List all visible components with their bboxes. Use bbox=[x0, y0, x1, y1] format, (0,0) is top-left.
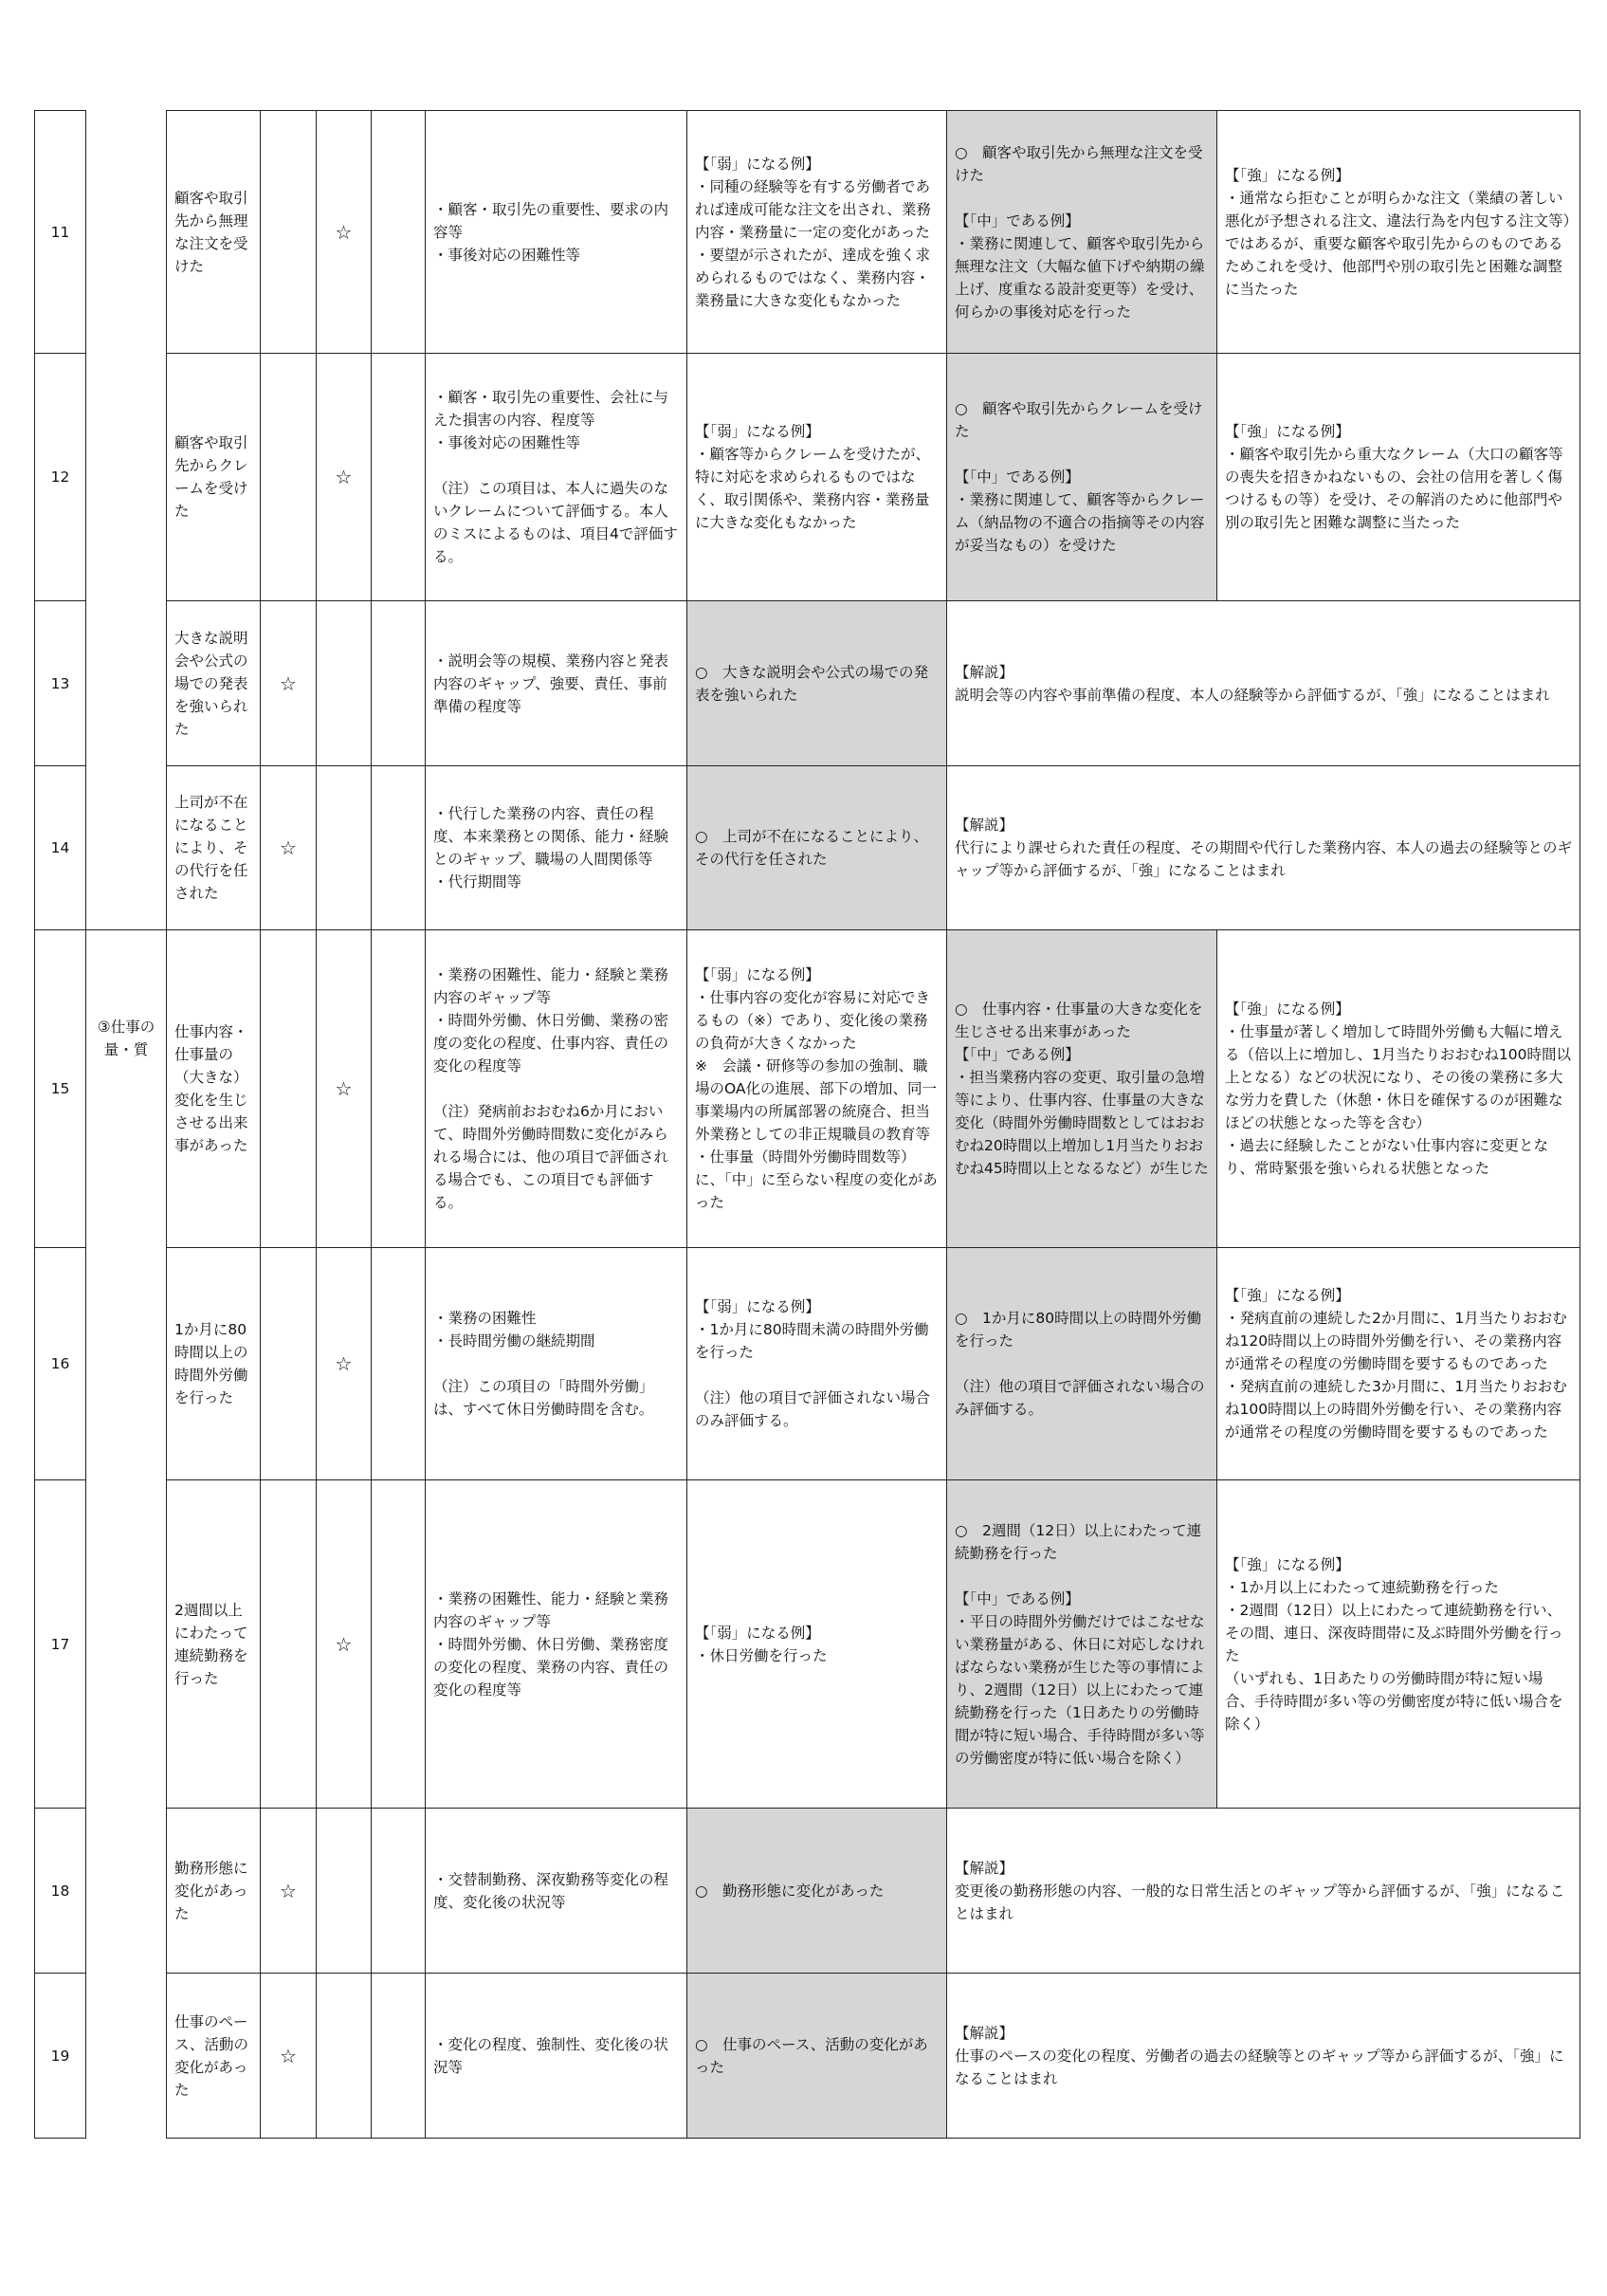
category-cell bbox=[86, 1974, 167, 2139]
strong-example: 【「強」になる例】 ・発病直前の連続した2か月間に、1月当たりおおむね120時間以上の時間外労働を行い、その業務内容が通常その程度の労働時間を要するものであった ・発病直前の連続した3か月間に、1月当たりおおむね100時間以上の時間外労働を行い、その業務内容が通常その程度の労働時間を要するものであった bbox=[1217, 1248, 1580, 1480]
row-number: 14 bbox=[35, 766, 86, 930]
commentary: 【解説】 変更後の勤務形態の内容、一般的な日常生活とのギャップ等から評価するが、「強」になることはまれ bbox=[947, 1809, 1580, 1974]
row-number: 11 bbox=[35, 111, 86, 354]
empty-cell bbox=[372, 1248, 426, 1480]
row-number: 19 bbox=[35, 1974, 86, 2139]
star-mark bbox=[317, 766, 372, 930]
evaluation-points: ・業務の困難性 ・長時間労働の継続期間 （注）この項目の「時間外労働」は、すべて休日労働時間を含む。 bbox=[426, 1248, 687, 1480]
table-row bbox=[35, 1974, 1580, 2139]
medium-example: ○ 顧客や取引先から無理な注文を受けた 【「中」である例】 ・業務に関連して、顧客や取引先から無理な注文（大幅な値下げや納期の繰上げ、度重なる設計変更等）を受け、何らかの事後対応を行った bbox=[947, 111, 1217, 354]
medium-example: ○ 1か月に80時間以上の時間外労働を行った （注）他の項目で評価されない場合のみ評価する。 bbox=[947, 1248, 1217, 1480]
star-mark: ☆ bbox=[261, 601, 317, 766]
medium-example: ○ 上司が不在になることにより、その代行を任された bbox=[687, 766, 947, 930]
commentary: 【解説】 代行により課せられた責任の程度、その期間や代行した業務内容、本人の過去の経験等とのギャップ等から評価するが、「強」になることはまれ bbox=[947, 766, 1580, 930]
event-text: 大きな説明会や公式の場での発表を強いられた bbox=[167, 601, 261, 766]
evaluation-points: ・顧客・取引先の重要性、要求の内容等 ・事後対応の困難性等 bbox=[426, 111, 687, 354]
table-row bbox=[35, 354, 1580, 601]
evaluation-points: ・業務の困難性、能力・経験と業務内容のギャップ等 ・時間外労働、休日労働、業務密度の変化の程度、業務の内容、責任の変化の程度等 bbox=[426, 1480, 687, 1809]
event-text: 顧客や取引先からクレームを受けた bbox=[167, 354, 261, 601]
commentary: 【解説】 仕事のペースの変化の程度、労働者の過去の経験等とのギャップ等から評価するが、「強」になることはまれ bbox=[947, 1974, 1580, 2139]
strong-example: 【「強」になる例】 ・仕事量が著しく増加して時間外労働も大幅に増える（倍以上に増加し、1月当たりおおむね100時間以上となる）などの状況になり、その後の業務に多大な労力を費した（休憩・休日を確保するのが困難なほどの状態となった等を含む） ・過去に経験したことがない仕事内容に変更となり、常時緊張を強いられる状態となった bbox=[1217, 930, 1580, 1248]
weak-example: 【「弱」になる例】 ・仕事内容の変化が容易に対応できるもの（※）であり、変化後の業務の負荷が大きくなかった ※ 会議・研修等の参加の強制、職場のOA化の進展、部下の増加、同一事業場内の所属部署の統廃合、担当外業務としての非正規職員の教育等 ・仕事量（時間外労働時間数等）に、「中」に至らない程度の変化があった bbox=[687, 930, 947, 1248]
weak-example: 【「弱」になる例】 ・休日労働を行った bbox=[687, 1480, 947, 1809]
empty-cell bbox=[372, 1480, 426, 1809]
star-mark bbox=[261, 111, 317, 354]
row-number: 18 bbox=[35, 1809, 86, 1974]
table-row bbox=[35, 1480, 1580, 1809]
evaluation-points: ・業務の困難性、能力・経験と業務内容のギャップ等 ・時間外労働、休日労働、業務の密度の変化の程度、仕事内容、責任の変化の程度等 （注）発病前おおむね6か月において、時間外労働時間数に変化がみられる場合には、他の項目で評価される場合でも、この項目でも評価する。 bbox=[426, 930, 687, 1248]
weak-example: 【「弱」になる例】 ・1か月に80時間未満の時間外労働を行った （注）他の項目で評価されない場合のみ評価する。 bbox=[687, 1248, 947, 1480]
star-mark: ☆ bbox=[317, 111, 372, 354]
medium-example: ○ 勤務形態に変化があった bbox=[687, 1809, 947, 1974]
category-cell bbox=[86, 1809, 167, 1974]
star-mark: ☆ bbox=[317, 1480, 372, 1809]
empty-cell bbox=[372, 601, 426, 766]
weak-example: 【「弱」になる例】 ・顧客等からクレームを受けたが、特に対応を求められるものではなく、取引関係や、業務内容・業務量に大きな変化もなかった bbox=[687, 354, 947, 601]
empty-cell bbox=[372, 111, 426, 354]
evaluation-points: ・説明会等の規模、業務内容と発表内容のギャップ、強要、責任、事前準備の程度等 bbox=[426, 601, 687, 766]
category-cell bbox=[86, 766, 167, 930]
star-mark bbox=[317, 1974, 372, 2139]
category-cell bbox=[86, 601, 167, 766]
empty-cell bbox=[372, 1974, 426, 2139]
event-text: 顧客や取引先から無理な注文を受けた bbox=[167, 111, 261, 354]
table-row bbox=[35, 601, 1580, 766]
table-row bbox=[35, 1809, 1580, 1974]
strong-example: 【「強」になる例】 ・顧客や取引先から重大なクレーム（大口の顧客等の喪失を招きかねないもの、会社の信用を著しく傷つけるもの等）を受け、その解消のために他部門や別の取引先と困難な調整に当たった bbox=[1217, 354, 1580, 601]
star-mark: ☆ bbox=[317, 930, 372, 1248]
row-number: 12 bbox=[35, 354, 86, 601]
category-cell bbox=[86, 1480, 167, 1809]
empty-cell bbox=[372, 766, 426, 930]
event-text: 勤務形態に変化があった bbox=[167, 1809, 261, 1974]
medium-example: ○ 仕事内容・仕事量の大きな変化を生じさせる出来事があった 【「中」である例】 ・担当業務内容の変更、取引量の急増等により、仕事内容、仕事量の大きな変化（時間外労働時間数としてはおおむね20時間以上増加し1月当たりおおむね45時間以上となるなど）が生じた bbox=[947, 930, 1217, 1248]
star-mark bbox=[317, 601, 372, 766]
star-mark: ☆ bbox=[317, 1248, 372, 1480]
star-mark bbox=[317, 1809, 372, 1974]
evaluation-table bbox=[34, 110, 1580, 2139]
table-row bbox=[35, 1248, 1580, 1480]
row-number: 17 bbox=[35, 1480, 86, 1809]
table-row bbox=[35, 766, 1580, 930]
star-mark bbox=[261, 1480, 317, 1809]
category-cell bbox=[86, 111, 167, 354]
strong-example: 【「強」になる例】 ・1か月以上にわたって連続勤務を行った ・2週間（12日）以上にわたって連続勤務を行い、その間、連日、深夜時間帯に及ぶ時間外労働を行った （いずれも、1日あたりの労働時間が特に短い場合、手待時間が多い等の労働密度が特に低い場合を除く） bbox=[1217, 1480, 1580, 1809]
event-text: 1か月に80時間以上の時間外労働を行った bbox=[167, 1248, 261, 1480]
medium-example: ○ 2週間（12日）以上にわたって連続勤務を行った 【「中」である例】 ・平日の時間外労働だけではこなせない業務量がある、休日に対応しなければならない業務が生じた等の事情により、2週間（12日）以上にわたって連続勤務を行った（1日あたりの労働時間が特に短い場合、手待時間が多い等の労働密度が特に低い場合を除く） bbox=[947, 1480, 1217, 1809]
category-cell bbox=[86, 1248, 167, 1480]
star-mark: ☆ bbox=[317, 354, 372, 601]
star-mark: ☆ bbox=[261, 1809, 317, 1974]
row-number: 15 bbox=[35, 930, 86, 1248]
medium-example: ○ 顧客や取引先からクレームを受けた 【「中」である例】 ・業務に関連して、顧客等からクレーム（納品物の不適合の指摘等その内容が妥当なもの）を受けた bbox=[947, 354, 1217, 601]
category-cell bbox=[86, 354, 167, 601]
medium-example: ○ 大きな説明会や公式の場での発表を強いられた bbox=[687, 601, 947, 766]
event-text: 仕事内容・仕事量の（大きな）変化を生じさせる出来事があった bbox=[167, 930, 261, 1248]
star-mark: ☆ bbox=[261, 1974, 317, 2139]
empty-cell bbox=[372, 1809, 426, 1974]
row-number: 16 bbox=[35, 1248, 86, 1480]
event-text: 仕事のペース、活動の変化があった bbox=[167, 1974, 261, 2139]
star-mark bbox=[261, 930, 317, 1248]
category-label: ③仕事の量・質 bbox=[86, 930, 167, 1248]
empty-cell bbox=[372, 930, 426, 1248]
star-mark: ☆ bbox=[261, 766, 317, 930]
weak-example: 【「弱」になる例】 ・同種の経験等を有する労働者であれば達成可能な注文を出され、業務内容・業務量に一定の変化があった ・要望が示されたが、達成を強く求められるものではなく、業務内容・業務量に大きな変化もなかった bbox=[687, 111, 947, 354]
event-text: 2週間以上にわたって連続勤務を行った bbox=[167, 1480, 261, 1809]
strong-example: 【「強」になる例】 ・通常なら拒むことが明らかな注文（業績の著しい悪化が予想される注文、違法行為を内包する注文等）ではあるが、重要な顧客や取引先からのものであるためこれを受け、他部門や別の取引先と困難な調整に当たった bbox=[1217, 111, 1580, 354]
table-row bbox=[35, 930, 1580, 1248]
medium-example: ○ 仕事のペース、活動の変化があった bbox=[687, 1974, 947, 2139]
star-mark bbox=[261, 1248, 317, 1480]
event-text: 上司が不在になることにより、その代行を任された bbox=[167, 766, 261, 930]
table-row bbox=[35, 111, 1580, 354]
evaluation-points: ・代行した業務の内容、責任の程度、本来業務との関係、能力・経験とのギャップ、職場の人間関係等 ・代行期間等 bbox=[426, 766, 687, 930]
star-mark bbox=[261, 354, 317, 601]
evaluation-points: ・変化の程度、強制性、変化後の状況等 bbox=[426, 1974, 687, 2139]
empty-cell bbox=[372, 354, 426, 601]
evaluation-points: ・顧客・取引先の重要性、会社に与えた損害の内容、程度等 ・事後対応の困難性等 （注）この項目は、本人に過失のないクレームについて評価する。本人のミスによるものは、項目4で評価する。 bbox=[426, 354, 687, 601]
commentary: 【解説】 説明会等の内容や事前準備の程度、本人の経験等から評価するが、「強」になることはまれ bbox=[947, 601, 1580, 766]
row-number: 13 bbox=[35, 601, 86, 766]
evaluation-points: ・交替制勤務、深夜勤務等変化の程度、変化後の状況等 bbox=[426, 1809, 687, 1974]
